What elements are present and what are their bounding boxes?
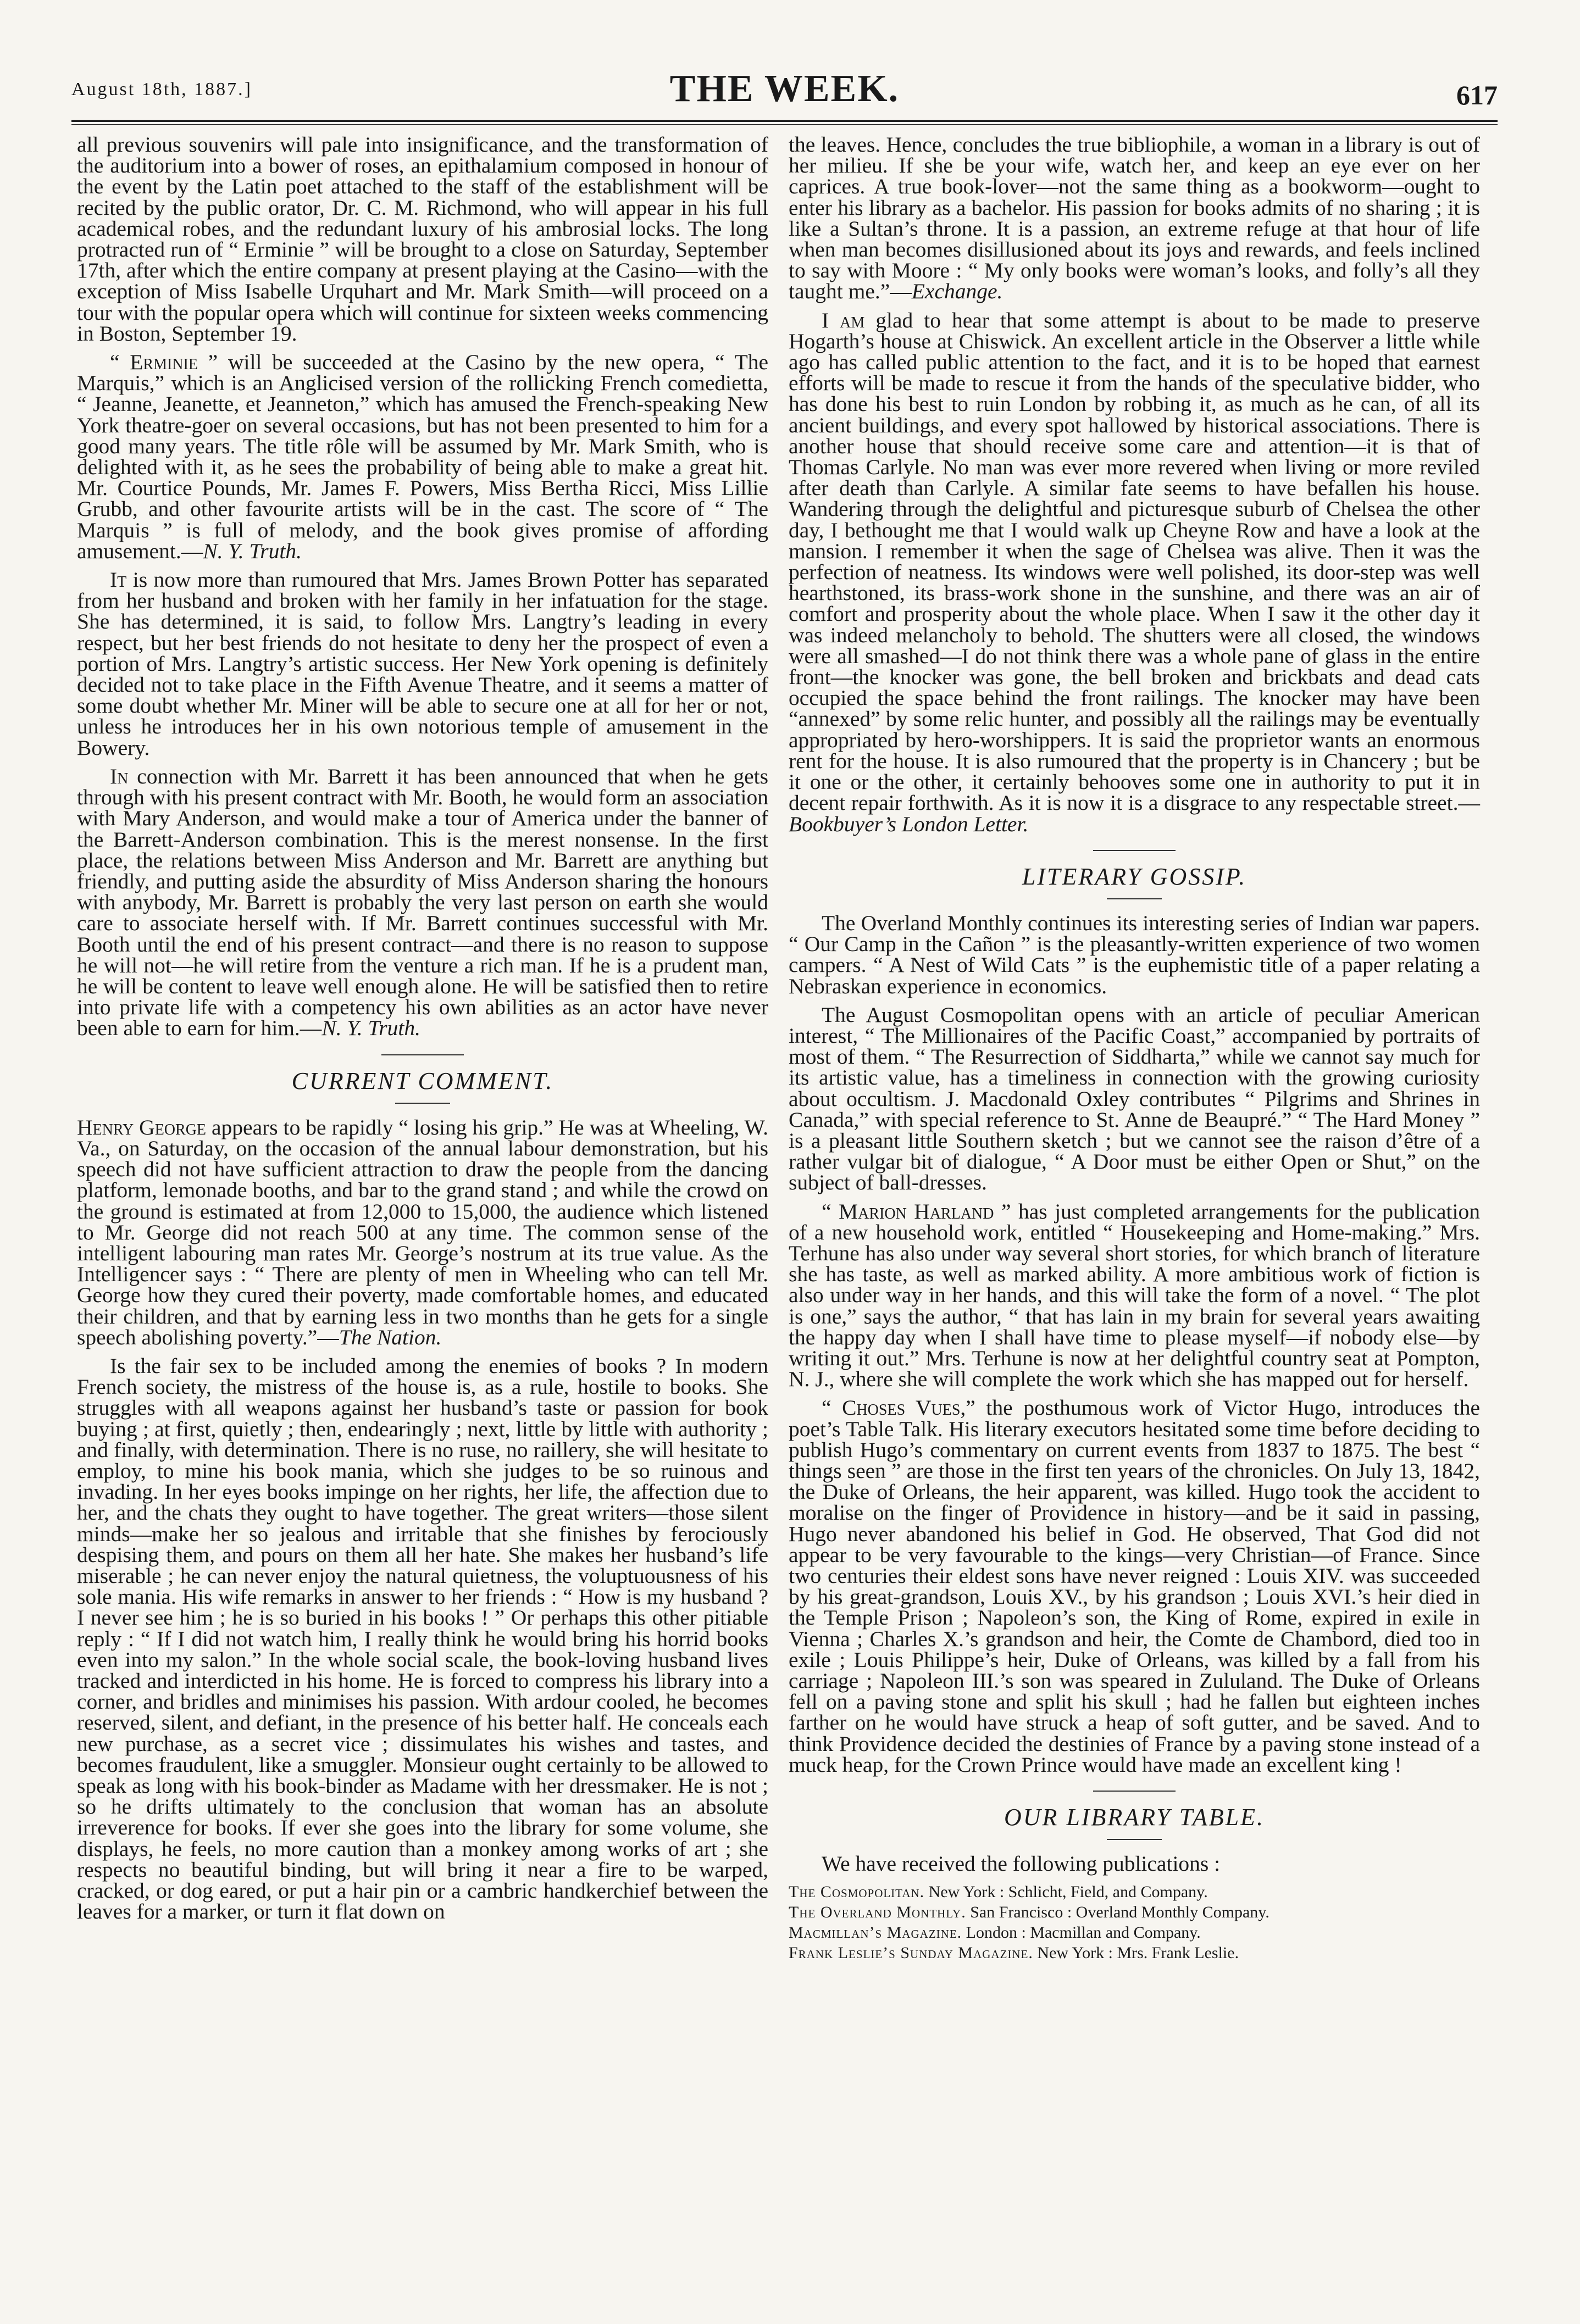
article-paragraph [789, 310, 1480, 835]
section-heading-current-comment: CURRENT COMMENT. [77, 1071, 768, 1092]
section-heading-library-table: OUR LIBRARY TABLE. [789, 1807, 1480, 1828]
paragraph-lead: Henry George [77, 1115, 207, 1139]
article-paragraph [77, 569, 768, 758]
paragraph-text: has just completed arrangements for the publication of a new household work, entitled “ Housekeeping and Home-making.” Mrs. Terhune has also under way several short stories, for which branch of literature she has taste, as well as marked ability. A more ambitious work of fiction is also under way in her hands, and this will take the form of a novel. “ The plot is one,” says the author, “ that has lain in my brain for several years awaiting the happy day when I shall have time to please myself—if nobody else—by writing it out.” Mrs. Terhune is now at her delightful country seat at Pompton, N. J., where she will complete the work which she has mapped out for herself. [789, 1199, 1480, 1392]
right-column [789, 134, 1480, 1963]
publication-detail: San Francisco : Overland Monthly Company. [966, 1903, 1269, 1922]
source-credit: Bookbuyer’s London Letter. [789, 811, 1029, 836]
publication-name: The Cosmopolitan. [789, 1883, 925, 1902]
paragraph-lead: “ Erminie ” [110, 350, 218, 375]
header-rule-thin [71, 124, 1498, 125]
source-credit: Exchange. [911, 279, 1003, 304]
library-intro: We have received the following publications : [822, 1852, 1221, 1876]
issue-date: August 18th, 1887.] [71, 79, 252, 99]
page-number: 617 [1456, 80, 1498, 110]
article-paragraph: all previous souvenirs will pale into insignificance, and the transformation of the auditorium into a bower of roses, an epithalamium composed in honour of the event by the Latin poet attached to the staff of the establishment will be recited by the public orator, Dr. C. M. Richmond, who will appear in his full academical robes, and the redundant luxury of his ambrosial locks. The long protracted run of “ Erminie ” will be brought to a close on Saturday, September 17th, after which the entire company at present playing at the Casino—with the exception of Miss Isabelle Urquhart and Mr. Mark Smith—will proceed on a tour with the popular opera which will continue for sixteen weeks commencing in Boston, September 19. [77, 132, 768, 346]
paragraph-lead: I am [822, 308, 865, 332]
article-paragraph [789, 1201, 1480, 1390]
left-column [77, 134, 768, 1930]
source-credit: The Nation. [339, 1325, 442, 1349]
publication-detail: New York : Mrs. Frank Leslie. [1033, 1944, 1239, 1962]
paragraph-text: will be succeeded at the Casino by the new opera, “ The Marquis,” which is an Anglicised version of the rollicking French comedietta, “ Jeanne, Jeanette, et Jeanneton,” which has amused the French-speaking New York theatre-goer on several occasions, but has not been presented to him for a good many years. The title rôle will be assumed by Mr. Mark Smith, who is delighted with it, as he sees the probability of being able to make a great hit. Mr. Courtice Pounds, Mr. James F. Powers, Miss Bertha Ricci, Miss Lillie Grubb, and other favourite artists will be in the cast. The score of “ The Marquis ” is full of melody, and the book gives promise of affording amusement.— [77, 350, 768, 563]
source-credit: N. Y. Truth. [203, 538, 302, 563]
publication-detail: London : Macmillan and Company. [962, 1923, 1201, 1942]
source-credit: N. Y. Truth. [321, 1016, 421, 1041]
header-rule [71, 120, 1498, 122]
paragraph-text: connection with Mr. Barrett it has been announced that when he gets through with his present contract with Mr. Booth, he would form an association with Mary Anderson, and would make a tour of America under the banner of the Barrett-Anderson combination. This is the merest nonsense. In the first place, the relations between Miss Anderson and Mr. Barrett are anything but friendly, and putting aside the absurdity of Miss Anderson sharing the honours with anybody, Mr. Barrett is probably the very last person on earth she would care to associate herself with. If Mr. Barrett continues successful with Mr. Booth until the end of his present contract—and there is no reason to suppose he will not—he will retire from the venture a rich man. If he is a prudent man, he will be content to leave well enough alone. He will be satisfied then to retire into private life with a competency his own abilities as an actor have never been able to earn for him.— [77, 764, 768, 1041]
paragraph-text: is now more than rumoured that Mrs. James Brown Potter has separated from her husband and broken with her family in her infatuation for the stage. She has determined, it is said, to follow Mrs. Langtry’s leading in every respect, but her best friends do not hesitate to deny her the prospect of even a portion of Mrs. Langtry’s artistic success. Her New York opening is definitely decided not to take place in the Fifth Avenue Theatre, and it seems a matter of some doubt whether Mr. Miner will be able to secure one at all for her or not, unless he introduces her in his own notorious temple of amusement in the Bowery. [77, 568, 768, 760]
article-paragraph [77, 1117, 768, 1348]
paragraph-text: appears to be rapidly “ losing his grip.” He was at Wheeling, W. Va., on Saturday, on the occasion of the annual labour demonstration, but his speech did not have sufficient attraction to draw the people from the dancing platform, lemonade booths, and bar to the grand stand ; and while the crowd on the ground is estimated at from 12,000 to 15,000, the audience which listened to Mr. George did not reach 500 at any time. The common sense of the intelligent labouring man rates Mr. George’s nostrum at its true value. As the Intelligencer says : “ There are plenty of men in Wheeling who can tell Mr. George how they cured their poverty, made comfortable homes, and educated their children, and that by earning less in two months than he gets for a single speech abolishing poverty.”— [77, 1115, 768, 1349]
article-paragraph [77, 766, 768, 1039]
paragraph-text: glad to hear that some attempt is about to be made to preserve Hogarth’s house at Chiswick. An excellent article in the Observer a little while ago has called public attention to the fact, and it is to be hoped that earnest efforts will be made to rescue it from the hands of the speculative bidder, who has done his best to ruin London by robbing it, as much as he can, of all its ancient buildings, and every spot hallowed by historical associations. There is another house that should receive some care and attention—it is that of Thomas Carlyle. No man was ever more revered when living or more reviled after death than Carlyle. A similar fate seems to have befallen his house. Wandering through the delightful and picturesque suburb of Chelsea the other day, I bethought me that I would walk up Cheyne Row and have a look at the mansion. I remember it when the sage of Chelsea was alive. Then it was the perfection of neatness. Its windows were well polished, its door-step was well hearthstoned, its brass-work shone in the sunshine, and there was an air of comfort and prosperity about the whole place. When I saw it the other day it was indeed melancholy to behold. The shutters were all closed, the windows were all smashed—I do not think there was a whole pane of glass in the entire front—the knocker was gone, the bell broken and brickbats and dead cats occupied the space behind the front railings. The knocker may have been “annexed” by some relic hunter, and possibly all the railings may be eventually appropriated by hero-worshippers. It is said the proprietor wants an enormous rent for the house. It is also rumoured that the property is in Chancery ; but be it one or the other, it certainly behooves some one in authority to put it in decent repair forthwith. As it is now it is a disgrace to any respectable street.— [789, 308, 1480, 815]
publication-entry [789, 1882, 1480, 1902]
paragraph-text: the leaves. Hence, concludes the true bibliophile, a woman in a library is out of her milieu. If she be your wife, watch her, and keep an eye ever on her caprices. A true book-lover—not the same thing as a bookworm—ought to enter his library as a bachelor. His passion for books admits of no sharing ; it is like a Sultan’s throne. It is a passion, an extreme refuge at that hour of life when man becomes disillusioned about its joys and rewards, and feels inclined to say with Moore : “ My only books were woman’s looks, and folly’s all they taught me.”— [789, 132, 1480, 304]
paragraph-text: the posthumous work of Victor Hugo, introduces the poet’s Table Talk. His literary executors hesitated some time before deciding to publish Hugo’s commentary on current events from 1837 to 1875. The best “ things seen ” are those in the first ten years of the chronicles. On July 13, 1842, the Duke of Orleans, the heir apparent, was killed. Hugo took the accident to moralise on the finger of Providence in history—and be it said in passing, Hugo never abandoned his belief in God. He observed, That God did not appear to be very favourable to the kings—very Christian—of France. Since two centuries their eldest sons have never reigned : Louis XIV. was succeeded by his great-grandson, Louis XV., by his grandson ; Louis XVI.’s heir died in the Temple Prison ; Napoleon’s son, the King of Rome, expired in exile in Vienna ; Charles X.’s grandson and heir, the Comte de Chambord, died too in exile ; Louis Philippe’s heir, Duke of Orleans, was killed by a fall from his carriage ; Napoleon III.’s son was speared in Zululand. The Duke of Orleans fell on a paving stone and split his skull ; had he fallen but eighteen inches farther on he would have struck a heap of soft gutter, and be saved. And to think Providence decided the destinies of France by a paving stone instead of a muck heap, for the Crown Prince would have made an excellent king ! [789, 1395, 1480, 1777]
publication-name: The Overland Monthly. [789, 1903, 966, 1922]
publication-entry [789, 1943, 1480, 1963]
article-paragraph [77, 352, 768, 561]
article-paragraph: The Overland Monthly continues its interesting series of Indian war papers. “ Our Camp in the Cañon ” is the pleasantly-written experience of two women campers. “ A Nest of Wild Cats ” is the euphemistic title of a paper relating a Nebraskan experience in economics. [789, 910, 1480, 998]
article-paragraph: Is the fair sex to be included among the enemies of books ? In modern French society, the mistress of the house is, as a rule, hostile to books. She struggles with all weapons against her husband’s taste or passion for book buying ; at first, quietly ; then, endearingly ; next, little by little with authority ; and finally, with determination. There is no ruse, no raillery, she will hesitate to employ, to mine his book mania, which she judges to be so ruinous and invading. In her eyes books impinge on her rights, her life, the affection due to her, and the chats they ought to have together. The great writers—those silent minds—make her so jealous and irritable that she finishes by ferociously despising them, and pours on them all her hate. She makes her husband’s life miserable ; he can never enjoy the natural quietness, the voluptuousness of his sole mania. His wife remarks in answer to her friends : “ How is my husband ? I never see him ; he is so buried in his books ! ” Or perhaps this other pitiable reply : “ If I did not watch him, I really think he would bring his horrid books even into my salon.” In the whole social scale, the book-loving husband lives tracked and interdicted in his home. He is forced to compress his library into a corner, and bridles and minimises his passion. With ardour cooled, he becomes reserved, silent, and defiant, in the presence of his better half. He conceals each new purchase, as a secret vice ; dissimulates his wishes and tastes, and becomes fraudulent, like a smuggler. Monsieur ought certainly to be allowed to speak as long with his book-binder as Madame with her dressmaker. He is not ; so he drifts ultimately to the conclusion that woman has an absolute irreverence for books. If ever she goes into the library for some volume, she displays, he feels, no more caution than a monkey among works of art ; she respects no beautiful binding, but will bring it near a fire to be warped, cracked, or dog eared, or put a hair pin or a cambric handkerchief between the leaves for a marker, or turn it flat down on [77, 1353, 768, 1924]
paragraph-lead: In [110, 764, 129, 788]
paragraph-lead: It [110, 568, 127, 592]
publication-entry [789, 1902, 1480, 1922]
publication-name: Frank Leslie’s Sunday Magazine. [789, 1944, 1033, 1962]
publication-detail: New York : Schlicht, Field, and Company. [924, 1883, 1208, 1902]
article-paragraph [789, 134, 1480, 302]
section-heading-literary-gossip: LITERARY GOSSIP. [789, 866, 1480, 887]
publication-entry [789, 1922, 1480, 1943]
paragraph-lead: “ Choses Vues,” [822, 1395, 975, 1420]
publication-name: Macmillan’s Magazine. [789, 1923, 962, 1942]
article-paragraph: The August Cosmopolitan opens with an article of peculiar American interest, “ The Millionaires of the Pacific Coast,” accompanied by portraits of most of them. “ The Resurrection of Siddharta,” while we cannot say much for its artistic value, has a timeliness in connection with the growing curiosity about occultism. J. Macdonald Oxley contributes “ Pilgrims and Shrines in Canada,” with special reference to St. Anne de Beaupré.” “ The Hard Money ” is a pleasant little Southern sketch ; but we cannot see the raison d’être of a rather vulgar bit of dialogue, “ A Door must be either Open or Shut,” on the subject of ball-dresses. [789, 1002, 1480, 1195]
publication-title: THE WEEK. [669, 68, 900, 110]
paragraph-lead: “ Marion Harland ” [822, 1199, 1011, 1224]
page-header [71, 65, 1498, 125]
article-paragraph [789, 1397, 1480, 1775]
publication-list [789, 1882, 1480, 1963]
